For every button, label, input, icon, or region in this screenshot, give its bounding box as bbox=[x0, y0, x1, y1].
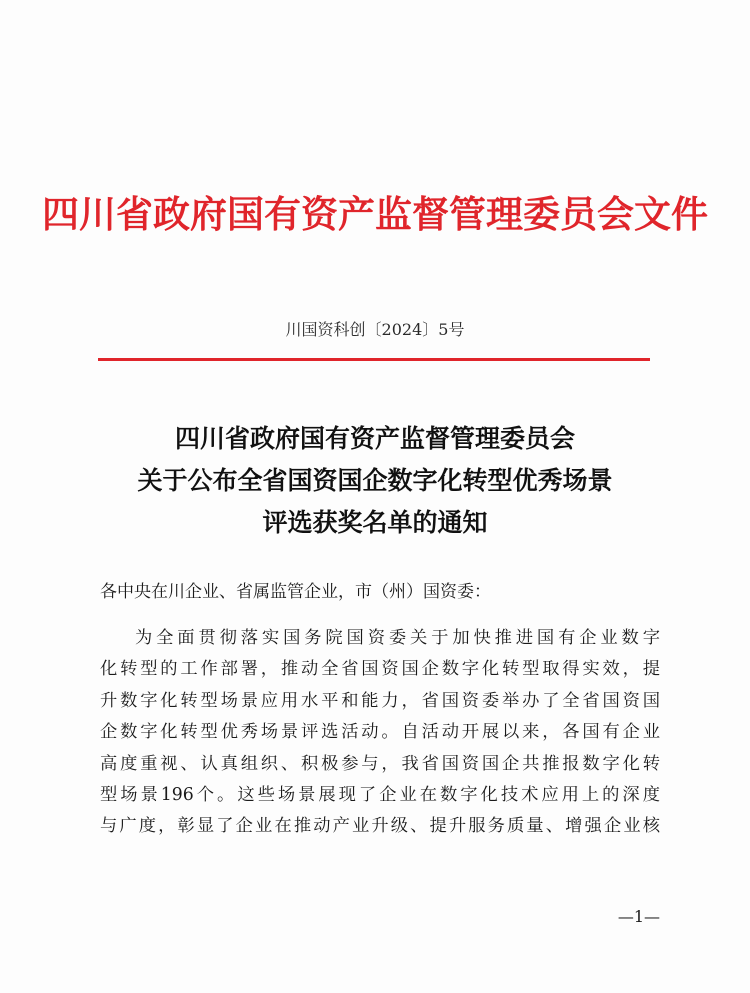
body-line: 为全面贯彻落实国务院国资委关于加快推进国有企业数字 bbox=[135, 628, 660, 648]
red-divider-line bbox=[98, 358, 650, 361]
body-line: 型场景196个。这些场景展现了企业在数字化技术应用上的深度 bbox=[100, 785, 660, 806]
notice-title bbox=[0, 418, 750, 544]
document-number: 川国资科创〔2024〕5号 bbox=[285, 320, 465, 339]
body-paragraph bbox=[100, 623, 660, 843]
page-number: —1— bbox=[617, 907, 660, 926]
salutation: 各中央在川企业、省属监管企业，市（州）国资委： bbox=[100, 582, 491, 602]
notice-title-line-1: 四川省政府国有资产监督管理委员会 bbox=[174, 424, 575, 453]
body-line: 化转型的工作部署，推动全省国资国企数字化转型取得实效，提 bbox=[100, 659, 660, 680]
notice-title-line-3: 评选获奖名单的通知 bbox=[262, 508, 488, 537]
body-line: 与广度，彰显了企业在推动产业升级、提升服务质量、增强企业核 bbox=[100, 816, 660, 837]
body-line: 高度重视、认真组织、积极参与，我省国资国企共推报数字化转 bbox=[100, 753, 660, 774]
body-line: 升数字化转型场景应用水平和能力，省国资委举办了全省国资国 bbox=[100, 690, 660, 711]
body-line: 企数字化转型优秀场景评选活动。自活动开展以来，各国有企业 bbox=[100, 722, 660, 743]
notice-title-line-2: 关于公布全省国资国企数字化转型优秀场景 bbox=[137, 466, 613, 495]
masthead-title: 四川省政府国有资产监督管理委员会文件 bbox=[42, 192, 708, 236]
